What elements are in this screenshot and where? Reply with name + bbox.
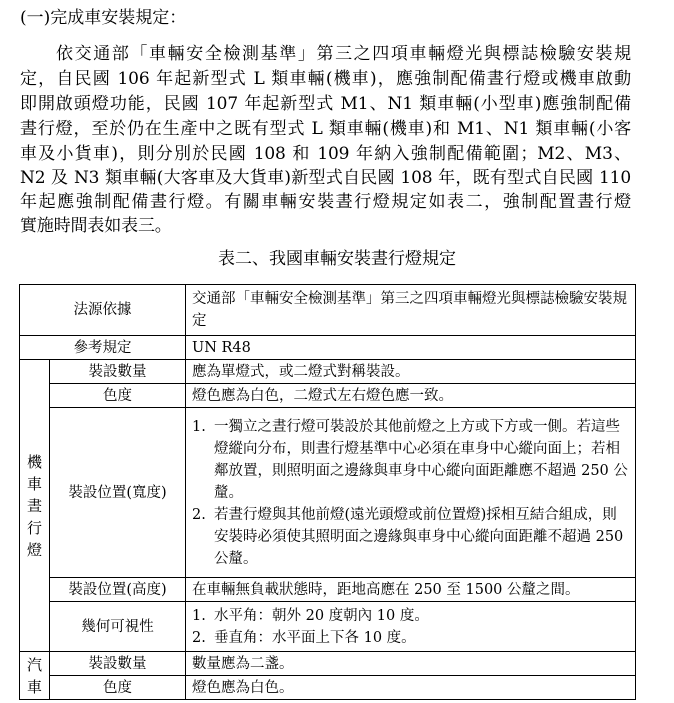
section-heading: (一)完成車安裝規定： xyxy=(20,8,187,28)
car-group-label xyxy=(20,652,50,700)
group-char: 行 xyxy=(26,518,42,537)
group-char: 晝 xyxy=(26,496,42,515)
list-item xyxy=(192,605,629,627)
reference-value: UN R48 xyxy=(186,336,636,360)
color-label: 色度 xyxy=(50,384,186,408)
group-char: 機 xyxy=(26,452,42,471)
position-width-label: 裝設位置(寬度) xyxy=(50,408,186,578)
paragraph-line: 依交通部「車輛安全檢測基準」第三之四項車輛燈光與標誌檢驗安裝規 xyxy=(56,44,631,64)
position-height-label: 裝設位置(高度) xyxy=(50,578,186,602)
item-number: 2. xyxy=(192,629,206,646)
paragraph-line: N2 及 N3 類車輛(大客車及大貨車)新型式自民國 108 年，既有型式自民國 110 xyxy=(20,168,631,188)
car-color-label: 色度 xyxy=(50,676,186,700)
car-color-value: 燈色應為白色。 xyxy=(186,676,636,700)
table-row xyxy=(20,336,636,360)
item-number: 1. xyxy=(192,607,206,624)
table-row xyxy=(20,602,636,652)
table-row xyxy=(20,285,636,336)
group-char: 燈 xyxy=(26,540,42,559)
item-text: 垂直角：水平面上下各 10 度。 xyxy=(214,629,416,646)
group-char: 車 xyxy=(26,677,42,696)
table-row xyxy=(20,408,636,578)
table-row xyxy=(20,652,636,676)
legal-basis-label: 法源依據 xyxy=(20,285,186,336)
paragraph-line: 即開啟頭燈功能，民國 107 年起新型式 M1、N1 類車輛(小型車)應強制配備 xyxy=(20,94,631,114)
table-row xyxy=(20,360,636,384)
paragraph-line: 實施時間表如表三。 xyxy=(20,216,172,236)
visibility-label: 幾何可視性 xyxy=(50,602,186,652)
item-number: 2. xyxy=(192,506,206,523)
item-text: 若晝行燈與其他前燈(遠光頭燈或前位置燈)採相互結合組成，則安裝時必須使其照明面之邊緣與車身中心縱向面距離不超過 250 公釐。 xyxy=(214,506,624,567)
reference-label: 參考規定 xyxy=(20,336,186,360)
table-row xyxy=(20,676,636,700)
item-text: 一獨立之晝行燈可裝設於其他前燈之上方或下方或一側。若這些燈縱向分布，則晝行燈基準中心必須在車身中心縱向面上；若相鄰放置，則照明面之邊緣與車身中心縱向面距離應不超過 250 公釐。 xyxy=(214,418,628,501)
position-height-value: 在車輛無負載狀態時，距地高應在 250 至 1500 公釐之間。 xyxy=(186,578,636,602)
color-value: 燈色應為白色，二燈式左右燈色應一致。 xyxy=(186,384,636,408)
motorcycle-group-label xyxy=(20,360,50,652)
car-quantity-label: 裝設數量 xyxy=(50,652,186,676)
legal-basis-value: 交通部「車輛安全檢測基準」第三之四項車輛燈光與標誌檢驗安裝規定 xyxy=(186,285,636,336)
list-item xyxy=(192,504,629,570)
table-row xyxy=(20,384,636,408)
list-item xyxy=(192,627,629,649)
quantity-value: 應為單燈式，或二燈式對稱裝設。 xyxy=(186,360,636,384)
list-item xyxy=(192,416,629,504)
quantity-label: 裝設數量 xyxy=(50,360,186,384)
table-row xyxy=(20,578,636,602)
visibility-value xyxy=(186,602,636,652)
paragraph-line: 晝行燈，至於仍在生產中之既有型式 L 類車輛(機車)和 M1、N1 類車輛(小客 xyxy=(20,119,631,139)
position-width-value xyxy=(186,408,636,578)
regulation-table xyxy=(19,284,636,700)
group-char: 汽 xyxy=(26,655,42,674)
item-text: 水平角：朝外 20 度朝內 10 度。 xyxy=(214,607,429,624)
paragraph-line: 年起應強制配備晝行燈。有關車輛安裝晝行燈規定如表二，強制配置晝行燈 xyxy=(20,192,631,212)
paragraph-line: 車及小貨車)，則分別於民國 108 和 109 年納入強制配備範圍；M2、M3、 xyxy=(20,144,631,164)
car-quantity-value: 數量應為二盞。 xyxy=(186,652,636,676)
item-number: 1. xyxy=(192,418,206,435)
table-caption: 表二、我國車輛安裝晝行燈規定 xyxy=(218,249,456,269)
group-char: 車 xyxy=(26,474,42,493)
paragraph-line: 定，自民國 106 年起新型式 L 類車輛(機車)，應強制配備晝行燈或機車啟動 xyxy=(20,69,631,89)
